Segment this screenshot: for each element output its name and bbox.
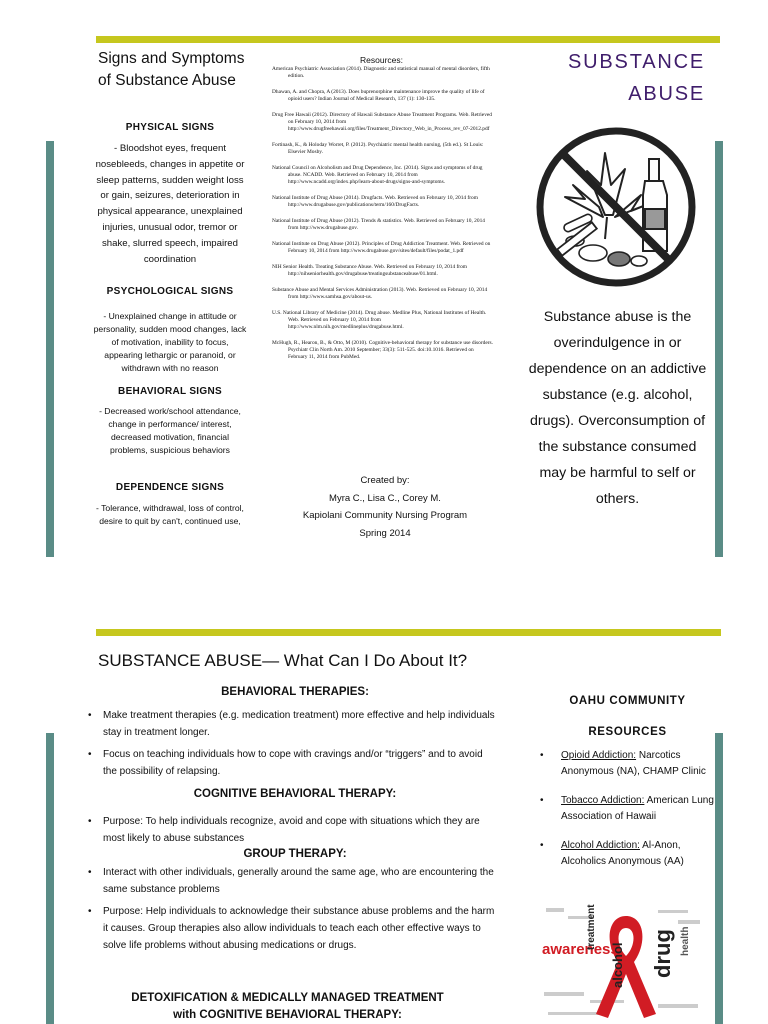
cloud-word-alcohol: alcohol	[610, 942, 625, 988]
physical-signs-heading: PHYSICAL SIGNS	[125, 122, 215, 133]
behavioral-signs-heading: BEHAVIORAL SIGNS	[118, 386, 222, 397]
resource-text: Narcotics Anonymous (NA), CHAMP Clinic	[561, 750, 706, 777]
reference-item: McHugh, R., Hearon, B., & Otto, M (2010). Cognitive-behavioral therapy for substance use disorders. Psychiatr Clin North Am. 2010 September; 33(3): 511-525. doi:10.1016. Retrieved on February 11, 2014 from PubMed.	[272, 340, 493, 360]
definition-text: Substance abuse is the overindulgence in or dependence on an addictive substance (e.g. alcohol, drugs). Overconsumption of the substance consumed may be harmful to self or others.	[528, 309, 707, 507]
cbt-heading: COGNITIVE BEHAVIORAL THERAPY:	[193, 788, 397, 800]
resource-text: Al-Anon, Alcoholics Anonymous (AA)	[561, 840, 684, 867]
dependence-signs-heading: DEPENDENCE SIGNS	[115, 482, 225, 493]
oahu-heading-line-1: OAHU COMMUNITY	[569, 695, 686, 707]
resource-label: Tobacco Addiction:	[561, 795, 645, 806]
psychological-signs-text: - Unexplained change in attitude or personality, sudden mood changes, lack of motivation, inability to focus, appearing lethargic or paranoid, or withdrawn with no reason	[93, 311, 247, 373]
resource-text: American Lung Association of Hawaii	[561, 795, 714, 822]
reference-item: National Institute on Drug Abuse (2012). Principles of Drug Addiction Treatment. Web. Retrieved on February 10, 2014 from http://www.drugabuse.gov/sites/default/files/podat_1.pdf	[272, 241, 491, 254]
resource-label: Opioid Addiction:	[561, 750, 637, 761]
oahu-resources-heading	[540, 686, 715, 748]
list-item: • Make treatment therapies (e.g. medication treatment) more effective and help individuals stay in treatment longer.	[88, 707, 498, 741]
title-line-1: SUBSTANCE	[568, 51, 705, 73]
cloud-word-treatment: treatment	[586, 904, 597, 950]
reference-item: U.S. National Library of Medicine (2014). Drug abuse. Medline Plus, National Institutes of Health. Web. Retrieved on February 10, 2014 from http://www.nlm.nih.gov/medlineplus/drugabuse.html.	[272, 310, 487, 330]
reference-item: National Council on Alcoholism and Drug Dependence, Inc. (2014). Signs and symptoms of drug abuse. NCADD. Web. Retrieved on February 10, 2014 from http://www.ncadd.org/index.php/learn-about-drugs/signs-and-symptoms.	[272, 165, 483, 185]
resources-heading: Resources:	[360, 55, 403, 65]
reference-item: Drug Free Hawaii (2012). Directory of Hawaii Substance Abuse Treatment Programs. Web. Retrieved on February 10, 2014 from http://www.drugfreehawaii.org/files/Treatment_Directory_Web_in_Process_rev_07-2012.pdf	[272, 112, 492, 132]
list-item: • Purpose: Help individuals to acknowledge their substance abuse problems and the harm it causes. Group therapies also allow individuals to teach each other effective ways to solve life problems without abusing medications or drugs.	[88, 903, 498, 954]
resource-item-alcohol	[540, 838, 715, 870]
credits-created-by: Created by:	[360, 475, 410, 486]
group-therapy-heading: GROUP THERAPY:	[243, 848, 347, 860]
top-accent-bar	[96, 36, 720, 43]
resource-item-tobacco	[540, 793, 715, 825]
right-side-bar	[715, 141, 723, 557]
credits-authors: Myra C., Lisa C., Corey M.	[329, 492, 441, 504]
psychological-signs-heading: PSYCHOLOGICAL SIGNS	[106, 286, 234, 297]
title-line-2: ABUSE	[628, 83, 705, 105]
resource-item-opioid	[540, 748, 715, 780]
oahu-resources-list	[540, 748, 715, 883]
reference-item: National Institute of Drug Abuse (2012). Trends & statistics. Web. Retrieved on February 10, 2014 from http://www.drugabuse.gov.	[272, 218, 485, 231]
reference-item: National Institute of Drug Abuse (2014). Drugfacts. Web. Retrieved on February 10, 2014 from http://www.drugabuse.gov/publications/term/160/DrugFacts.	[272, 195, 478, 208]
list-item: • Interact with other individuals, generally around the same age, who are encountering the same substance problems	[88, 864, 498, 898]
detox-heading	[85, 990, 490, 1024]
group-therapy-list	[88, 864, 498, 959]
credits-program: Kapiolani Community Nursing Program	[302, 510, 468, 521]
physical-signs-text: - Bloodshot eyes, frequent nosebleeds, changes in appetite or sleep patterns, sudden weight loss or gain, seizures, deterioration in physical appearance, unexplained injuries, unusual odor, tremor or shake, slurred speech, impaired coordination	[95, 143, 245, 265]
behavioral-therapies-heading: BEHAVIORAL THERAPIES:	[221, 686, 369, 698]
reference-item: Dhawan, A. and Chopra, A (2013). Does buprenorphine maintenance improve the quality of life of opioid users? Indian Journal of Medical Research, 137 (1): 130-135.	[272, 89, 485, 102]
dependence-signs-text: - Tolerance, withdrawal, loss of control, desire to quit by can't, continued use,	[96, 503, 244, 526]
reference-item: NIH Senior Health. Treating Substance Abuse. Web. Retrieved on February 10, 2014 from http://nihseniorhealth.gov/drugabuse/treatingsubstanceabuse/01.html.	[272, 264, 467, 277]
lower-right-side-bar	[715, 733, 723, 1024]
references-list	[272, 66, 494, 370]
red-ribbon-icon	[596, 916, 656, 1018]
credits-term: Spring 2014	[359, 527, 411, 539]
resource-label: Alcohol Addiction:	[561, 840, 640, 851]
cbt-list	[88, 813, 498, 852]
signs-symptoms-title: Signs and Symptoms of Substance Abuse	[98, 50, 245, 89]
list-item: • Purpose: To help individuals recognize, avoid and cope with situations which they are most likely to abuse substances	[88, 813, 498, 847]
left-side-bar	[46, 141, 54, 557]
reference-item: Fortinash, K., & Holoday Worret, P. (2012). Psychiatric mental health nursing, (5th ed.). St Louis: Elsevier Mosby.	[272, 142, 484, 155]
credits-block	[285, 472, 485, 542]
oahu-heading-line-2: RESOURCES	[588, 726, 667, 738]
lower-left-side-bar	[46, 733, 54, 1024]
what-can-i-do-title: SUBSTANCE ABUSE— What Can I Do About It?	[98, 651, 468, 670]
substance-abuse-title	[540, 46, 705, 110]
behavioral-signs-text: - Decreased work/school attendance, change in performance/ interest, decreased motivation, financial problems, suspicious behaviors	[99, 406, 241, 455]
lower-accent-bar	[96, 629, 721, 636]
no-drugs-alcohol-icon	[527, 123, 705, 291]
cloud-word-health: health	[680, 926, 691, 956]
awareness-word-cloud-image	[538, 896, 713, 1024]
cloud-word-awareness: awareness	[542, 941, 619, 958]
behavioral-therapies-list	[88, 707, 498, 785]
detox-heading-line-2: with COGNITIVE BEHAVIORAL THERAPY:	[173, 1009, 402, 1021]
detox-heading-line-1: DETOXIFICATION & MEDICALLY MANAGED TREATMENT	[131, 992, 444, 1004]
list-item: • Focus on teaching individuals how to cope with cravings and/or “triggers” and to avoid the possibility of relapsing.	[88, 746, 498, 780]
cloud-word-drug: drug	[650, 929, 675, 978]
reference-item: Substance Abuse and Mental Services Administration (2013). Web. Retrieved on February 10, 2014 from http://www.samhsa.gov/about-us.	[272, 287, 488, 300]
reference-item: American Psychiatric Association (2014). Diagnostic and statistical manual of mental disorders, fifth edition.	[272, 66, 490, 79]
